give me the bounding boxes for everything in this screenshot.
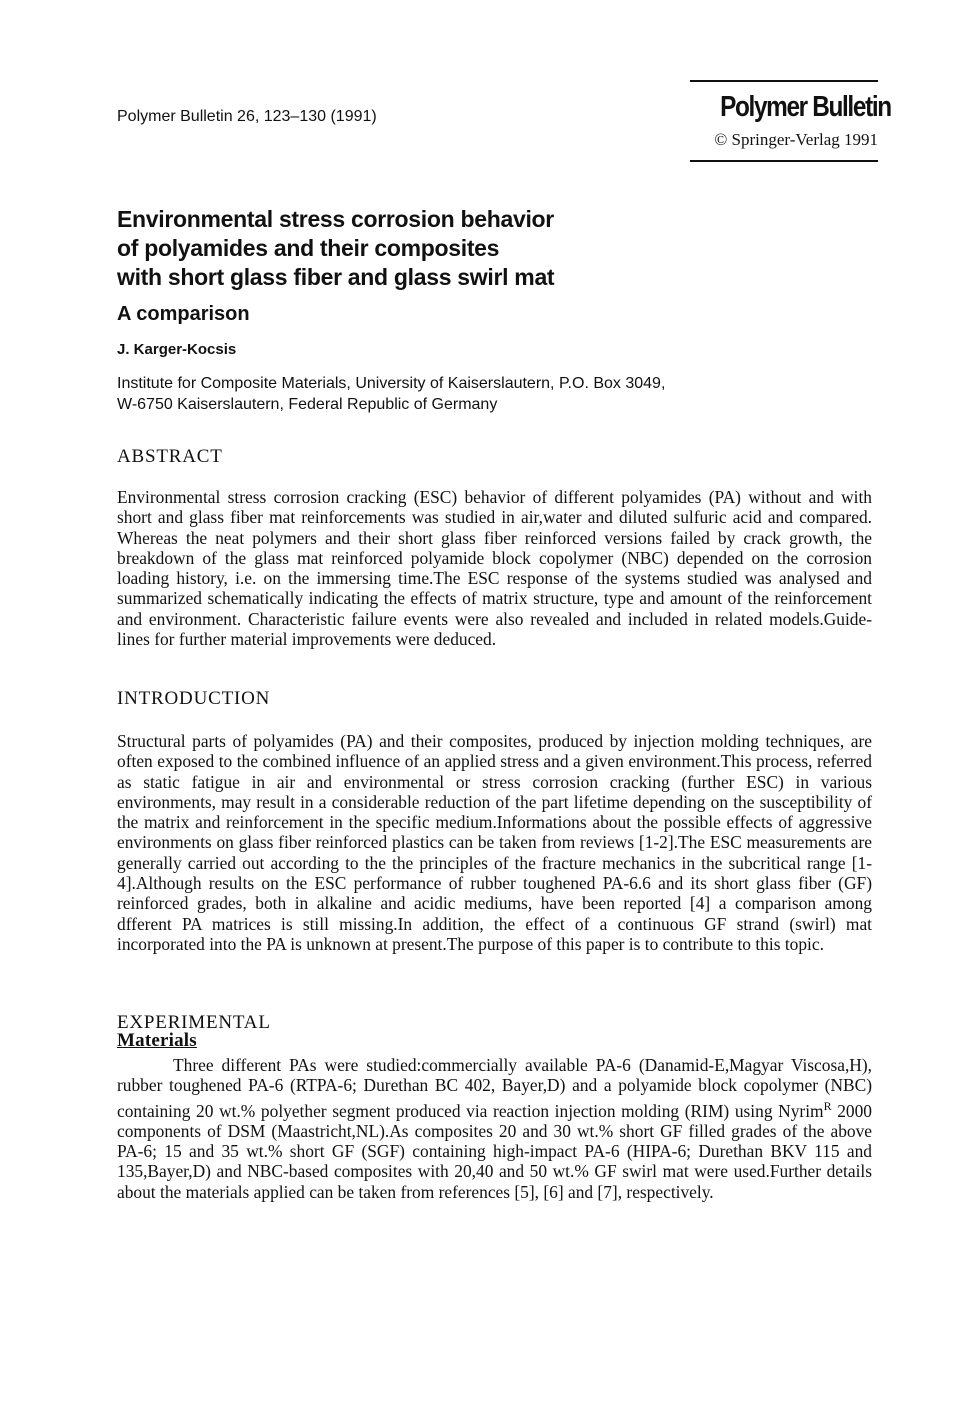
journal-logo-text: Polymer Bulletin [720, 91, 891, 123]
materials-text-part-1: Three different PAs were studied:commercially available PA-6 (Danamid-E,Magyar Viscosa,H), rubber toughened PA-6 (RTPA-6; Durethan BC 402, Bayer,D) and a polyamide block copolymer (NBC) containing 20 wt.% polyether segment produced via reaction injection molding (RIM) using Nyrim [117, 1055, 872, 1121]
journal-brand-block [690, 80, 891, 162]
author-affiliation [117, 373, 877, 415]
materials-text [117, 1055, 872, 1202]
paper-title-line-2: of polyamides and their composites [117, 235, 500, 261]
affiliation-line-1: Institute for Composite Materials, University of Kaiserslautern, P.O. Box 3049, [117, 375, 666, 392]
materials-subheading: Materials [117, 1030, 197, 1051]
paper-subtitle: A comparison [117, 303, 250, 325]
journal-citation: Polymer Bulletin 26, 123–130 (1991) [117, 108, 377, 125]
abstract-text: Environmental stress corrosion cracking (ESC) behavior of different polyamides (PA) without and with short and glass fiber mat reinforcements was studied in air,water and diluted sulfuric acid and compared. Whereas the neat polymers and their short glass fiber reinforced versions failed by crack growth, the breakdown of the glass mat reinforced polyamide block copolymer (NBC) depended on the corrosion loading history, i.e. on the immersing time.The ESC response of the systems studied was analysed and summarized schematically indicating the effects of matrix structure, type and amount of the reinforcement and environment. Characteristic failure events were also revealed and included in related models.Guide-lines for further material improvements were deduced. [117, 487, 872, 650]
copyright-notice: © Springer-Verlag 1991 [714, 130, 878, 149]
title-block [117, 205, 877, 415]
bottom-rule [690, 160, 878, 162]
paper-title-line-3: with short glass fiber and glass swirl mat [117, 264, 555, 290]
author-name: J. Karger-Kocsis [117, 341, 237, 358]
top-rule [690, 80, 878, 82]
experimental-heading: EXPERIMENTAL [117, 1012, 271, 1033]
affiliation-line-2: W-6750 Kaiserslautern, Federal Republic of Germany [117, 396, 498, 413]
introduction-text: Structural parts of polyamides (PA) and their composites, produced by injection molding techniques, are often exposed to the combined influence of an applied stress and a given environment.This process, referred as static fatigue in air and environmental or stress corrosion cracking (further ESC) in various environments, may result in a considerable reduction of the part lifetime depending on the susceptibility of the matrix and reinforcement in the specific medium.Informations about the possible effects of aggressive environments on glass fiber reinforced plastics can be taken from reviews [1-2].The ESC measurements are generally carried out according to the the principles of the fracture mechanics in the subcritical range [1-4].Although results on the ESC performance of rubber toughened PA-6.6 and its short glass fiber (GF) reinforced grades, both in alkaline and acidic mediums, have been reported [4] a comparison among dfferent PA matrices is still missing.In addition, the effect of a continuous GF strand (swirl) mat incorporated into the PA is unknown at present.The purpose of this paper is to contribute to this topic. [117, 731, 872, 954]
paper-title-line-1: Environmental stress corrosion behavior [117, 206, 554, 232]
trademark-superscript: R [823, 1098, 832, 1113]
materials-text-part-2: 2000 components of DSM (Maastricht,NL).As composites 20 and 30 wt.% short GF filled grades of the above PA-6; 15 and 35 wt.% short GF (SGF) containing high-impact PA-6 (HIPA-6; Durethan BKV 115 and 135,Bayer,D) and NBC-based composites with 20,40 and 50 wt.% GF swirl mat were used.Further details about the materials applied can be taken from references [5], [6] and [7], respectively. [117, 1100, 872, 1202]
abstract-heading: ABSTRACT [117, 446, 223, 467]
introduction-heading: INTRODUCTION [117, 688, 271, 709]
